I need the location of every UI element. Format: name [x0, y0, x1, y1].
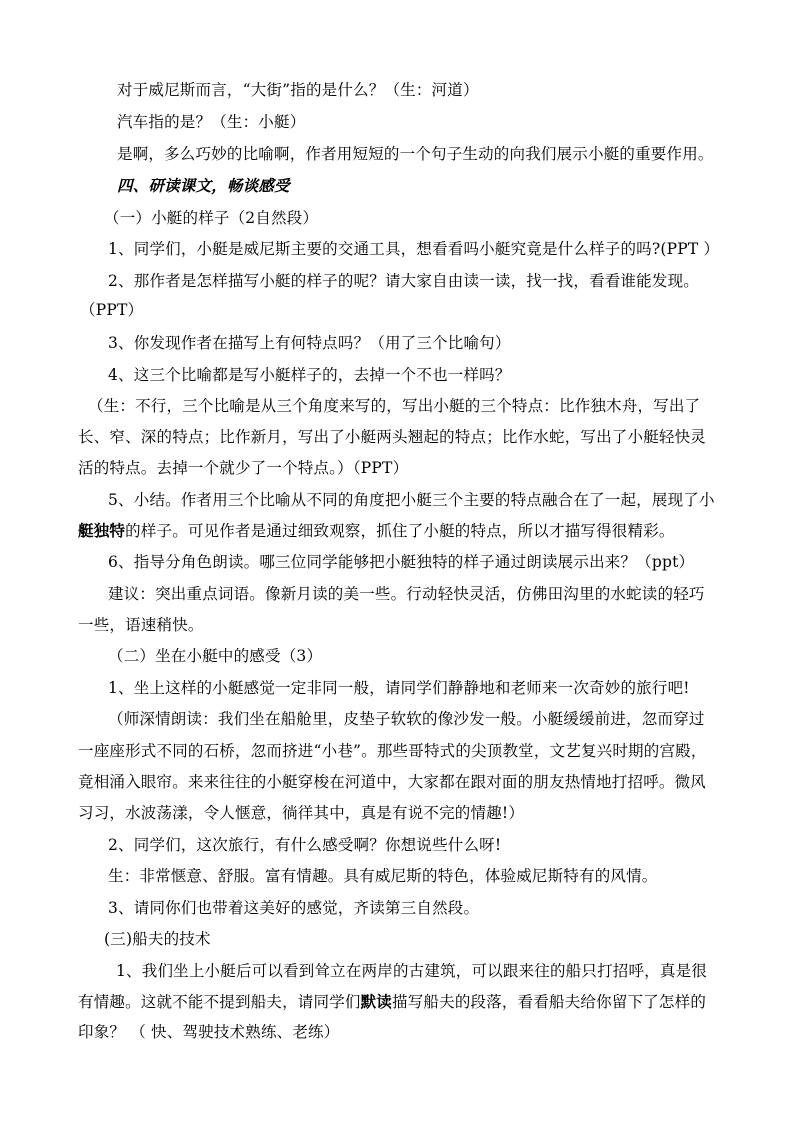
subsection-heading: （一）小艇的样子（2自然段） — [104, 209, 319, 227]
text-line: 6、指导分角色朗读。哪三位同学能够把小艇独特的样子通过朗读展示出来？（ppt） — [108, 553, 695, 571]
text-line: 2、那作者是怎样描写小艇的样子的呢？请大家自由读一读，找一找，看看谁能发现。 — [108, 272, 699, 290]
text-line: 印象？ （ 快、驾驶技术熟练、老练） — [78, 1023, 340, 1041]
text-line: 习习，水波荡漾，令人惬意，徜徉其中，真是有说不完的情趣!） — [78, 804, 525, 822]
text-segment: 描写船夫的段落，看看船夫给你留下了怎样的 — [392, 993, 707, 1011]
bold-word: 默读 — [360, 992, 393, 1011]
text-line: （PPT） — [80, 301, 144, 319]
text-line: 3、你发现作者在描写上有何特点吗？（用了三个比喻句） — [108, 334, 511, 352]
text-segment: 的样子。可见作者是通过细致观察，抓住了小艇的特点，所以才描写得很精彩。 — [125, 522, 675, 540]
section-heading: 四、研读课文，畅谈感受 — [117, 176, 290, 195]
text-segment: 有情趣。这就不能不提到船夫，请同学们 — [78, 993, 361, 1011]
text-line — [78, 992, 706, 1012]
text-line: 对于威尼斯而言，“大街”指的是什么？（生：河道） — [117, 81, 479, 99]
text-line: 3、请同你们也带着这美好的感觉，齐读第三自然段。 — [108, 899, 480, 917]
text-line: 生：非常惬意、舒服。富有情趣。具有威尼斯的特色，体验威尼斯特有的风情。 — [108, 867, 658, 885]
text-line: 1、坐上这样的小艇感觉一定非同一般，请同学们静静地和老师来一次奇妙的旅行吧! — [108, 679, 690, 697]
text-line: （师深情朗读：我们坐在船舱里，皮垫子软软的像沙发一般。小艇缓缓前进，忽而穿过 — [108, 710, 705, 728]
text-line: 竟相涌入眼帘。来来往往的小艇穿梭在河道中，大家都在跟对面的朋友热情地打招呼。微风 — [78, 773, 707, 791]
subsection-heading: (三)船夫的技术 — [104, 930, 211, 948]
text-line: 1、我们坐上小艇后可以看到耸立在两岸的古建筑，可以跟来往的船只打招呼，真是很 — [116, 962, 707, 980]
text-line — [78, 521, 675, 541]
text-line: 一座座形式不同的石桥，忽而挤进“小巷”。那些哥特式的尖顶教堂，文艺复兴时期的宫殿， — [78, 742, 707, 760]
text-line: 1、同学们，小艇是威尼斯主要的交通工具，想看看吗小艇究竟是什么样子的吗?(PPT ） — [108, 240, 720, 258]
text-line: 长、窄、深的特点；比作新月，写出了小艇两头翘起的特点；比作水蛇，写出了小艇轻快灵 — [78, 428, 707, 446]
text-line: 4、这三个比喻都是写小艇样子的，去掉一个不也一样吗？ — [108, 366, 511, 384]
text-line: 汽车指的是？（生：小艇） — [117, 113, 306, 131]
text-line: 活的特点。去掉一个就少了一个特点。）（PPT） — [78, 459, 409, 477]
text-line: 是啊，多么巧妙的比喻啊，作者用短短的一个句子生动的向我们展示小艇的重要作用。 — [117, 145, 714, 163]
text-line: 建议：突出重点词语。像新月读的美一些。行动轻快灵活，仿佛田沟里的水蛇读的轻巧 — [108, 585, 705, 603]
text-line: 一些，语速稍快。 — [78, 616, 204, 634]
text-line: （生：不行，三个比喻是从三个角度来写的，写出小艇的三个特点：比作独木舟，写出了 — [88, 397, 701, 415]
text-line: 5、小结。作者用三个比喻从不同的角度把小艇三个主要的特点融合在了一起，展现了小 — [108, 491, 715, 509]
bold-word: 艇独特 — [78, 521, 126, 540]
subsection-heading: （二）坐在小艇中的感受（3） — [108, 647, 323, 665]
text-line: 2、同学们，这次旅行，有什么感受啊？你想说些什么呀! — [108, 836, 502, 854]
